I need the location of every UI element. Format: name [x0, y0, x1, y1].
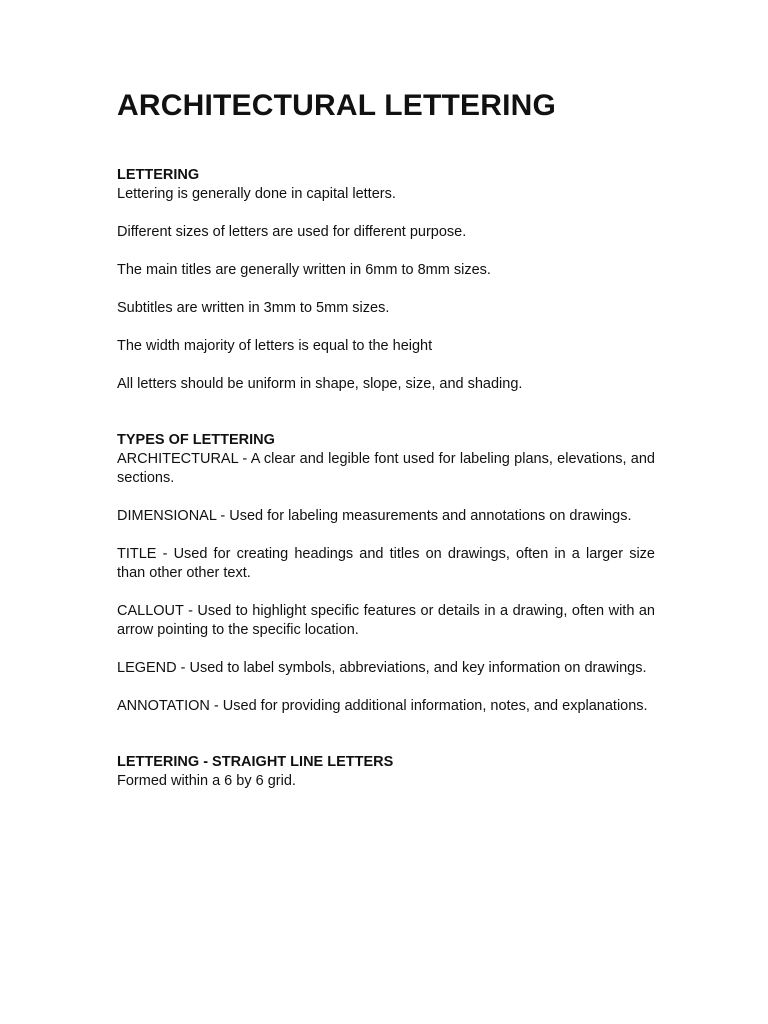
- paragraph: The main titles are generally written in 6mm to 8mm sizes.: [117, 262, 491, 278]
- paragraph: ANNOTATION - Used for providing additional information, notes, and explanations.: [117, 698, 648, 714]
- paragraph: CALLOUT - Used to highlight specific features or details in a drawing, often with an arrow pointing to the specific location.: [117, 603, 655, 638]
- paragraph: Lettering is generally done in capital letters.: [117, 186, 396, 202]
- section-heading: TYPES OF LETTERING: [117, 432, 275, 448]
- paragraph: DIMENSIONAL - Used for labeling measurements and annotations on drawings.: [117, 508, 632, 524]
- paragraph: All letters should be uniform in shape, slope, size, and shading.: [117, 376, 523, 392]
- section-heading: LETTERING - STRAIGHT LINE LETTERS: [117, 754, 394, 770]
- section-spacer: [117, 394, 655, 431]
- paragraph: Subtitles are written in 3mm to 5mm sizes.: [117, 300, 390, 316]
- paragraph: The width majority of letters is equal to the height: [117, 338, 433, 354]
- paragraph: Formed within a 6 by 6 grid.: [117, 773, 296, 789]
- document-page: [117, 86, 655, 791]
- paragraph: Different sizes of letters are used for different purpose.: [117, 224, 467, 240]
- document-title: ARCHITECTURAL LETTERING: [117, 89, 557, 122]
- section-lettering: [117, 166, 655, 394]
- paragraph: ARCHITECTURAL - A clear and legible font used for labeling plans, elevations, and sections.: [117, 451, 655, 486]
- section-spacer: [117, 716, 655, 753]
- paragraph: TITLE - Used for creating headings and titles on drawings, often in a larger size than other other text.: [117, 546, 655, 581]
- section-heading: LETTERING: [117, 167, 200, 183]
- section-straight-line-letters: [117, 753, 655, 791]
- paragraph: LEGEND - Used to label symbols, abbreviations, and key information on drawings.: [117, 660, 647, 676]
- section-types-of-lettering: [117, 431, 655, 716]
